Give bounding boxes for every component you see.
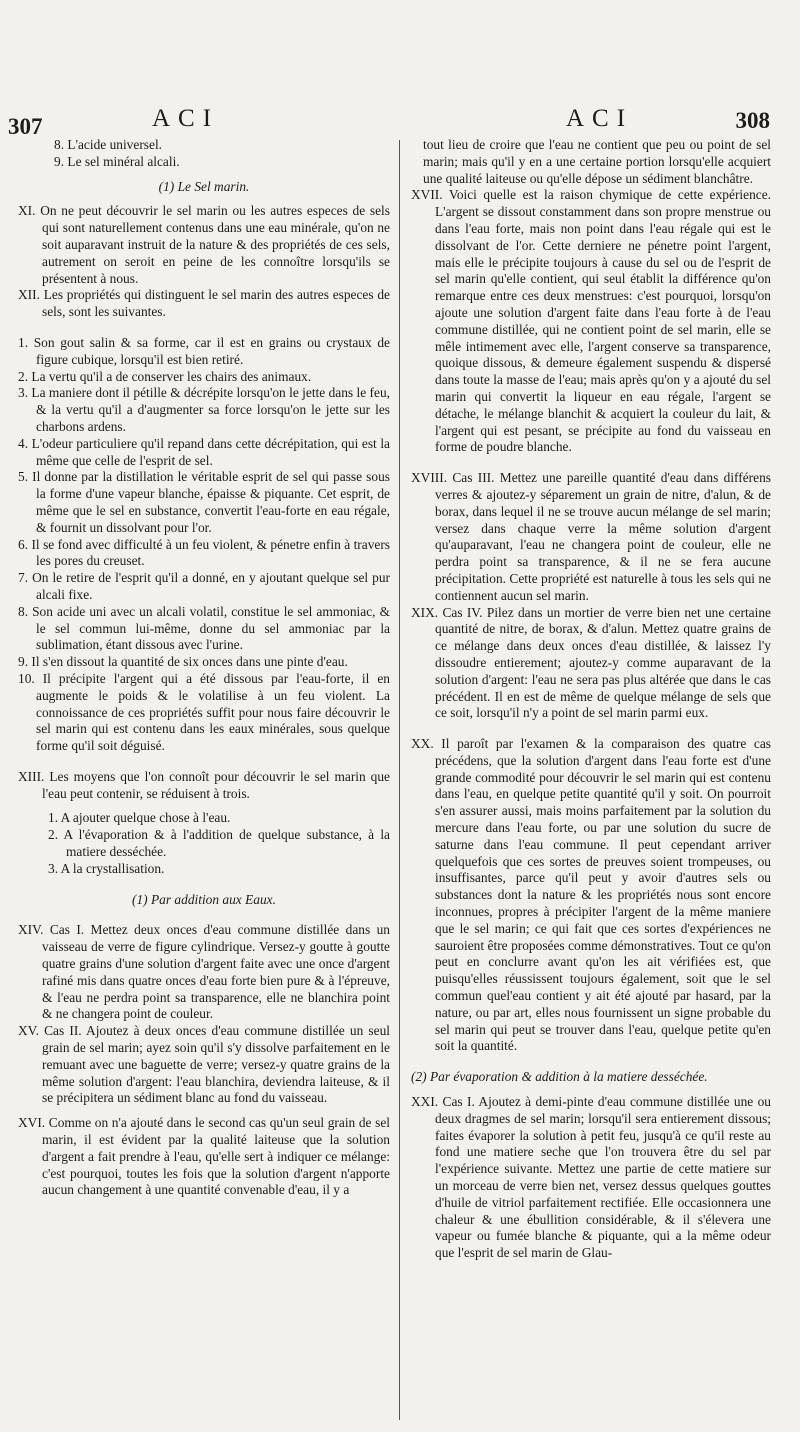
right-column — [411, 137, 771, 1422]
paragraph: XIX. Cas IV. Pilez dans un mortier de verre bien net une certaine quantité de nitre, de borax, & d'alun. Mettez quatre grains de ce mélange dans deux onces d'eau distillée, & laissez l'y dissoudre entierement; ajoutez-y comme auparavant de la solution d'argent: l'eau ne sera pas plus altérée que dans le cas précédent. Il en est de même de quelque mélange de sels que ce soit, lorsqu'il n'y a point de sel marin parmi eux. — [411, 604, 771, 721]
list-item: 10. Il précipite l'argent qui a été dissous par l'eau-forte, il en augmente le poids & le volatilise à un feu violent. La connoissance de ces propriétés suffit pour nous faire découvrir le sel marin qui est contenu dans les eaux minérales, sous quelque forme qu'il soit déguisé. — [18, 670, 390, 754]
paragraph: XIII. Les moyens que l'on connoît pour découvrir le sel marin que l'eau peut contenir, se réduisent à trois. — [18, 768, 390, 801]
list-item: 8. L'acide universel. — [54, 137, 163, 152]
page-number-left: 307 — [8, 114, 43, 139]
list-item: 9. Il s'en dissout la quantité de six onces dans une pinte d'eau. — [18, 654, 348, 670]
list-item: 1. Son gout salin & sa forme, car il est en grains ou crystaux de figure cubique, lorsqu'il est bien retiré. — [18, 334, 390, 367]
list-item: 6. Il se fond avec difficulté à un feu violent, & pénetre enfin à travers les pores du creuset. — [18, 536, 390, 569]
page-number-right: 308 — [735, 108, 770, 133]
paragraph: XII. Les propriétés qui distinguent le sel marin des autres especes de sels, sont les suivantes. — [18, 287, 390, 320]
list-item: 2. A l'évaporation & à l'addition de quelque substance, à la matiere desséchée. — [48, 827, 390, 860]
list-item: 3. La maniere dont il pétille & décrépite lorsqu'on le jette dans le feu, & la vertu qu'il a d'augmenter sa force lorsqu'on le jette sur les charbons ardens. — [18, 385, 390, 434]
list-item: 8. Son acide uni avec un alcali volatil, constitue le sel ammoniac, & le sel commun lui-même, donne du sel ammoniac par la sublimation, étant dissous avec l'urine. — [18, 603, 390, 653]
running-head-right: ACI — [566, 105, 634, 132]
list-item: 2. La vertu qu'il a de conserver les chairs des animaux. — [18, 368, 312, 384]
paragraph: XX. Il paroît par l'examen & la comparaison des quatre cas précédens, que la solution d'argent dans l'eau forte est d'une grande commodité pour découvrir le sel marin qui est contenu dans l'eau, en quelque petite quantité qu'il y soit. On pourroit s'en assurer aussi, mais moins parfaitement par la solution du mercure dans l'eau forte, ou par une solution du sucre de saturne dans l'eau commune. Il peut cependant arriver quelquefois que ces sortes de preuves soient trompeuses, ou insuffisantes, parce qu'il peut y avoir d'autres sels ou substances dont la nature & les propriétés nous sont encore inconnues, propres à précipiter l'argent de la même maniere que le sel marin; ce qui fait que ces sortes d'expériences ne sauroient être proposées comme démonstratives. Tout ce qu'on peut en conclurre avant qu'on les ait vérifiées est, que puisqu'elles réussissent toujours également, soit que le sel commun quel'eau contient y ait été ajouté par hasard, par la nature, ou par art, elles nous fournissent un signe probable du sel marin qui peut se trouver dans l'eau, quelque petite qu'en soit la quantité. — [411, 736, 771, 1054]
running-head-left: ACI — [152, 105, 220, 132]
list-item: 7. On le retire de l'esprit qu'il a donné, en y ajoutant quelque sel pur alcali fixe. — [18, 570, 390, 602]
paragraph: XXI. Cas I. Ajoutez à demi-pinte d'eau commune distillée une ou deux dragmes de sel marin; lorsqu'il sera entierement dissous; faites évaporer la solution à petit feu, jusqu'à ce qu'il reste au fond une matiere seche que l'on trouvera être du sel par l'expérience suivante. Mettez une partie de cette matiere sur un morceau de verre bien net, versez dessus quelques gouttes d'huile de vitriol parfaitement rectifiée. Elle occasionnera une chaleur & une ébullition considérable, & il s'élevera une vapeur ou fumée blanche & piquante, qui a la même odeur que l'esprit de sel marin de Glau- — [411, 1094, 771, 1261]
paragraph: tout lieu de croire que l'eau ne contient que peu ou point de sel marin; mais qu'il y en a une certaine portion lorsqu'elle acquiert une qualité laiteuse ou qu'elle dépose un sédiment blanchâtre. — [423, 137, 771, 186]
paragraph: XV. Cas II. Ajoutez à deux onces d'eau commune distillée un seul grain de sel marin; ayez soin qu'il s'y dissolve parfaitement en le remuant avec une baguette de verre; versez-y quatre grains de la même solution d'argent: l'eau blanchira, deviendra laiteuse, & il se précipitera un sédiment blanc au fond du vaisseau. — [18, 1023, 390, 1106]
paragraph: XVIII. Cas III. Mettez une pareille quantité d'eau dans différens verres & ajoutez-y séparement un grain de nitre, d'alun, & de borax, dans lequel il ne se trouve aucun mélange de sel marin; versez dans chaque verre la même solution d'argent qu'auparavant, l'eau ne changera point de couleur, elle ne perdra point sa transparence, & il ne se fera aucune précipitation. Cette propriété est naturelle à tous les sels qui ne contiennent aucun sel marin. — [411, 470, 771, 603]
list-item: 1. A ajouter quelque chose à l'eau. — [48, 810, 231, 826]
column-divider — [399, 140, 400, 1420]
paragraph: XIV. Cas I. Mettez deux onces d'eau commune distillée dans un vaisseau de verre de figure cylindrique. Versez-y goutte à goutte quatre grains d'une solution d'argent faite avec une once d'argent rafiné mis dans quatre onces d'eau forte bien pure & à l'épreuve, & l'eau ne perdra point sa transparence, elle ne blanchira point & ne changera point de couleur. — [18, 922, 390, 1022]
paragraph: XVII. Voici quelle est la raison chymique de cette expérience. L'argent se dissout constamment dans son propre menstrue ou dans l'eau forte, mais non point dans l'eau régale qui est le dissolvant de l'or. Cette derniere ne pénetre point l'argent, mais elle le précipite toujours à cause du sel ou de l'esprit de sel marin qu'elle contient, qui seul établit la différence qu'on remarque entre ces deux menstrues: c'est pourquoi, lorsqu'on ajoute une solution d'argent faite dans l'eau forte à de l'eau commune distillée, qui ne contient point de sel marin, elle se mêle intimement avec elle, l'argent conserve sa transparence, quoique dissous, & demeure également suspendu & dispersé dans toute la masse de l'eau; mais après qu'on y a ajouté du sel marin qui convertit la liqueur en eau régale, l'argent se détache, le mélange blanchit & acquiert la couleur du lait, & l'argent qui est pesant, se précipite au fond du vaisseau en forme de poudre blanche. — [411, 187, 771, 455]
left-column — [18, 137, 390, 1422]
list-item: 4. L'odeur particuliere qu'il repand dans cette décrépitation, qui est la même que celle de l'esprit de sel. — [18, 435, 390, 468]
list-item: 3. A la crystallisation. — [48, 860, 165, 876]
paragraph: XI. On ne peut découvrir le sel marin ou les autres especes de sels qui sont naturellement contenus dans une eau minérale, qu'on ne soit auparavant instruit de la nature & des propriétés de ces sels, autrement on seroit en peine de les connoître lorsqu'ils se présentent à nous. — [18, 203, 390, 286]
paragraph: XVI. Comme on n'a ajouté dans le second cas qu'un seul grain de sel marin, il est évident par la qualité laiteuse que la solution d'argent a fait prendre à l'eau, qu'elle sert à indiquer ce mélange: c'est pourquoi, toutes les fois que la solution d'argent n'apporte aucun changement à une quantité convenable d'eau, il y a — [18, 1115, 390, 1198]
list-item: 9. Le sel minéral alcali. — [54, 153, 180, 169]
list-item: 5. Il donne par la distillation le véritable esprit de sel qui passe sous la forme d'une vapeur blanche, épaisse & piquante. Cet esprit, de même que le sel en substance, convertit l'eau-forte en eau régale, & fournit un dissolvant pour l'or. — [18, 469, 390, 535]
section-heading: (2) Par évaporation & addition à la matiere desséchée. — [411, 1069, 708, 1085]
section-heading: (1) Le Sel marin. — [158, 178, 250, 194]
section-heading: (1) Par addition aux Eaux. — [132, 891, 276, 907]
